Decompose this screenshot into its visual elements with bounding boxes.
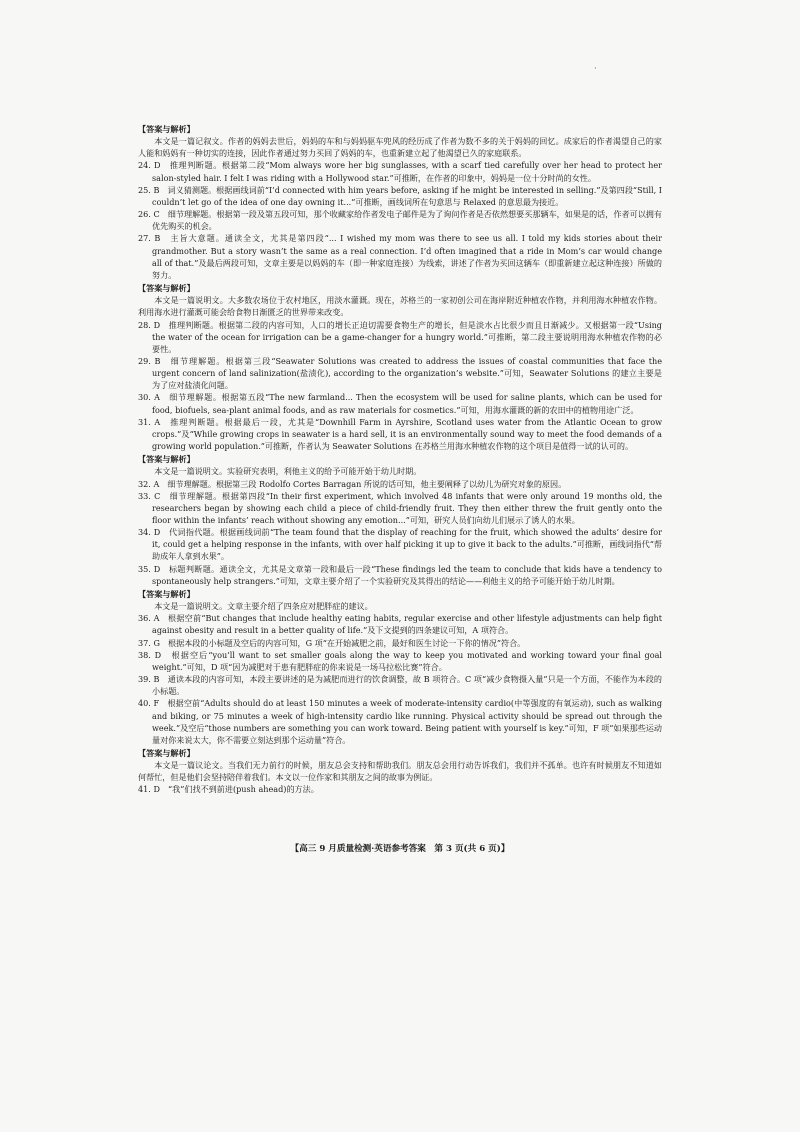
- answer-item-24: 24. D 推理判断题。根据第二段“Mom always wore her big sunglasses, with a scarf tied carefully over her head to protect her salon-styled hair. I felt I was riding with a Hollywood star.”可推断，在作者的印象中，妈妈是一位十分时尚的女性。: [138, 160, 662, 183]
- answer-item-33: 33. C 细节理解题。根据第四段“In their first experiment, which involved 48 infants that were only around 19 months old, the researchers began by showing each child a piece of child-friendly fruit. They then either threw the fruit gently onto the floor within the infants’ reach without showing any emotion...”可知，研究人员们向幼儿们展示了诱人的水果。: [138, 490, 662, 525]
- passage-summary: 本文是一篇说明文。大多数农场位于农村地区，用淡水灌溉。现在，苏格兰的一家初创公司在海岸附近种植农作物，并利用海水种植农作物。利用海水进行灌溉可能会给食物日渐匮乏的世界带来改变。: [138, 295, 662, 318]
- passage-summary: 本文是一篇说明文。实验研究表明，利他主义的给予可能开始于幼儿时期。: [154, 466, 422, 477]
- section-title: 【答案与解析】: [138, 454, 195, 465]
- section-passage-d: [138, 282, 662, 452]
- answer-item-27: 27. B 主旨大意题。通读全文，尤其是第四段“... I wished my mom was there to see us all. I told my kids stories about their grandmother. But a story wasn’t the same as a real connection. I’d often imagined that a ride in Mom’s car would change all of that.”及最后两段可知，文章主要是以妈妈的车（即一种家庭连接）为线索，讲述了作者为买回这辆车（即重新建立起这种连接）所做的努力。: [138, 233, 662, 280]
- passage-summary: 本文是一篇说明文。文章主要介绍了四条应对肥胖症的建议。: [154, 601, 373, 612]
- answer-item-29: 29. B 细节理解题。根据第三段“Seawater Solutions was created to address the issues of coastal communities that face the urgent concern of land salinization(盐渍化), according to the organization’s website.”可知，Seawater Solutions 的建立主要是为了应对盐渍化问题。: [138, 355, 662, 391]
- answer-item-34: 34. D 代词指代题。根据画线词前“The team found that the display of reaching for the fruit, which showed the adults’ desire for it, could get a helping response in the infants, with over half picking it up to give it back to the adults.”可推断，画线词指代“帮助成年人拿到水果”。: [138, 527, 662, 562]
- page-footer: 【高三 9 月质量检测·英语参考答案 第 3 页(共 6 页)】: [290, 844, 510, 854]
- passage-summary: 本文是一篇议论文。当我们无力前行的时候，朋友总会支持和帮助我们。朋友总会用行动告诉我们，我们并不孤单。也许有时候朋友不知道如何帮忙，但是他们会坚持陪伴着我们。本文以一位作家和其朋友之间的故事为例证。: [138, 760, 662, 783]
- answer-item-25: 25. B 词义猜测题。根据画线词前“I’d connected with him years before, asking if he might be interested in selling.”及第四段“Still, I couldn’t let go of the idea of one day owning it...”可推断，画线词所在句意思与 Relaxed 的意思最为接近。: [138, 184, 662, 207]
- section-cloze: [138, 747, 662, 796]
- answer-item-41: 41. D “我”们找不到前进(push ahead)的方法。: [138, 784, 319, 795]
- section-title: 【答案与解析】: [138, 588, 195, 599]
- answer-item-32: 32. A 细节理解题。根据第三段 Rodolfo Cortes Barragan 所说的话可知，他主要阐释了以幼儿为研究对象的原因。: [138, 478, 567, 489]
- answer-item-26: 26. C 细节理解题。根据第一段及第五段可知，那个收藏家给作者发电子邮件是为了询问作者是否依然想要买那辆车，如果是的话，作者可以拥有优先购买的机会。: [138, 209, 662, 232]
- section-title: 【答案与解析】: [138, 124, 195, 134]
- answer-item-38: 38. D 根据空后“you’ll want to set smaller goals along the way to keep you motivated and working toward your final goal weight.”可知，D 项“因为减肥对于患有肥胖症的你来说是一场马拉松比赛”符合。: [138, 649, 662, 672]
- section-title: 【答案与解析】: [138, 747, 195, 758]
- answer-item-36: 36. A 根据空前“But changes that include healthy eating habits, regular exercise and other lifestyle adjustments can help fight against obesity and result in a better quality of life.”及下文提到的四条建议可知，A 项符合。: [138, 613, 662, 636]
- answer-item-35: 35. D 标题判断题。通读全文，尤其是文章第一段和最后一段“These findings led the team to conclude that kids have a tendency to spontaneously help strangers.”可知，文章主要介绍了一个实验研究及其得出的结论——利他主义的给予可能开始于幼儿时期。: [138, 563, 662, 586]
- answer-content: [138, 122, 662, 796]
- section-seven-choose-five: [138, 588, 662, 746]
- answer-item-37: 37. G 根据本段的小标题及空后的内容可知，G 项“在开始减肥之前，最好和医生讨论一下你的情况”符合。: [138, 637, 526, 648]
- page-corner-mark: ·: [594, 64, 597, 74]
- answer-item-30: 30. A 细节理解题。根据第五段“The new farmland... Then the ecosystem will be used for saline plants, which can be used for food, biofuels, sea-plant animal foods, and as raw materials for cosmetics.”可知，用海水灌溉的新的农田中的植物用途广泛。: [138, 392, 662, 415]
- passage-summary: 本文是一篇记叙文。作者的妈妈去世后，妈妈的车和与妈妈驱车兜风的经历成了作者为数不多的关于妈妈的回忆。成家后的作者渴望自己的家人能和妈妈有一种切实的连接，因此作者通过努力买回了妈妈的车，也重新建立起了他渴望已久的家庭联系。: [138, 136, 662, 159]
- answer-item-28: 28. D 推理判断题。根据第二段的内容可知，人口的增长正迫切需要食物生产的增长，但是淡水占比很少而且日渐减少。又根据第一段“Using the water of the ocean for irrigation can be a game-changer for a hungry world.”可推断，第二段主要说明用海水种植农作物的必要性。: [138, 319, 662, 354]
- section-title: 【答案与解析】: [138, 283, 195, 294]
- answer-item-39: 39. B 通读本段的内容可知，本段主要讲述的是为减肥而进行的饮食调整，故 B 项符合。C 项“减少食物摄入量”只是一个方面，不能作为本段的小标题。: [138, 674, 662, 697]
- section-passage-e: [138, 453, 662, 587]
- section-passage-c: [138, 123, 662, 281]
- answer-item-31: 31. A 推理判断题。根据最后一段，尤其是“Downhill Farm in Ayrshire, Scotland uses water from the Atlantic Ocean to grow crops.”及“While growing crops in seawater is a hard sell, it is an environmentally sound way to meet the food demands of a growing world population.”可推断，作者认为 Seawater Solutions 在苏格兰用海水种植农作物的这个项目是值得一试的认可的。: [138, 416, 662, 452]
- answer-item-40: 40. F 根据空前“Adults should do at least 150 minutes a week of moderate-intensity cardio(中等强度的有氧运动), such as walking and biking, or 75 minutes a week of high-intensity cardio like running. Physical activity should be spread out through the week.”及空后“those numbers are something you can work toward. Being patient with yourself is key.”可知，F 项“如果那些运动量对你来说太大，你不需要立刻达到那个运动量”符合。: [138, 698, 662, 745]
